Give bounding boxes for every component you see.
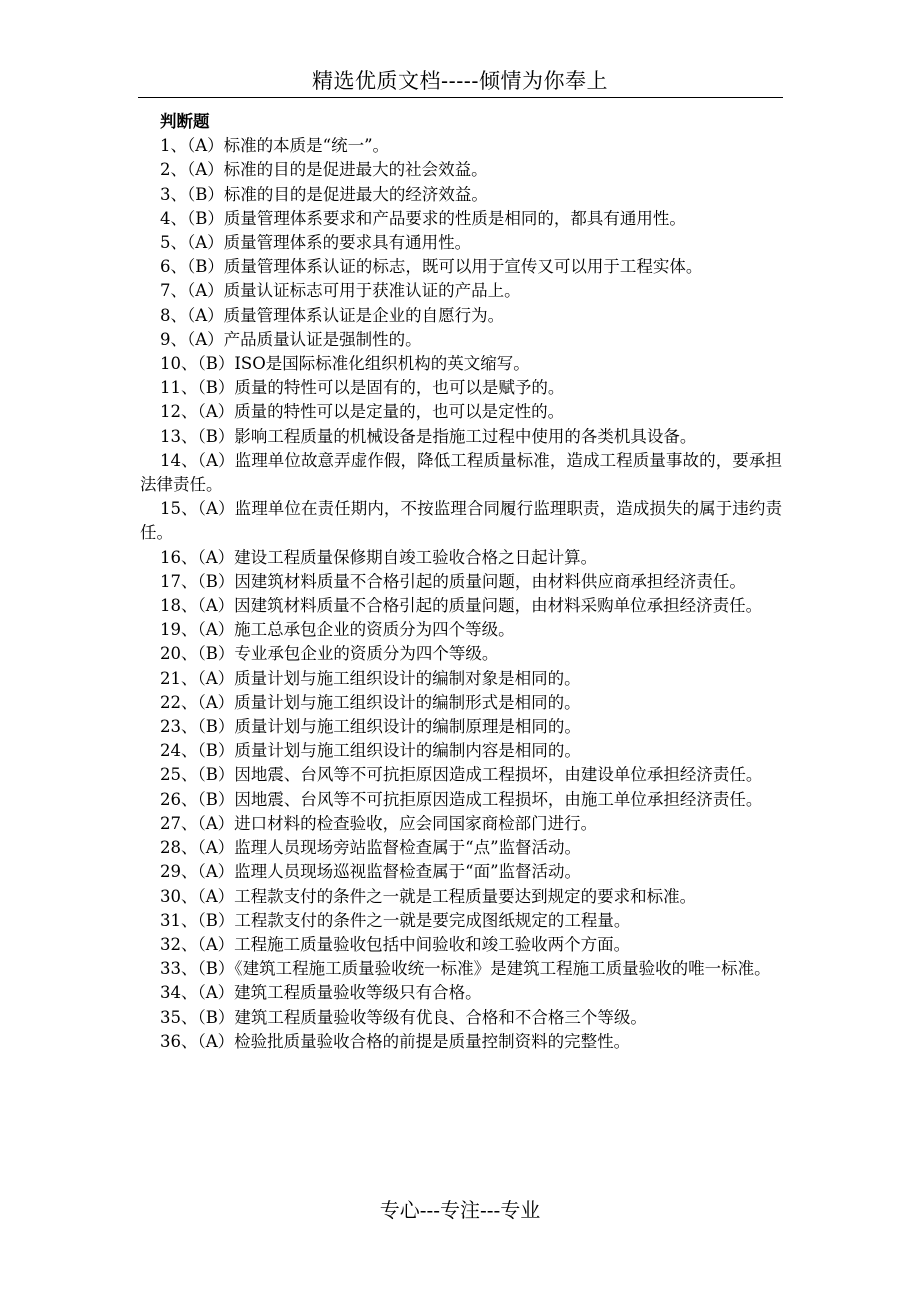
question-item: 36、（A）检验批质量验收合格的前提是质量控制资料的完整性。 [160,1031,631,1051]
question-item: 3、（B）标准的目的是促进最大的经济效益。 [160,184,488,204]
question-item: 9、（A）产品质量认证是强制性的。 [160,329,422,349]
question-item: 2、（A）标准的目的是促进最大的社会效益。 [160,160,488,180]
question-list [140,134,782,1054]
question-item: 29、（A）监理人员现场巡视监督检查属于“面”监督活动。 [160,862,582,882]
section-title: 判断题 [160,112,210,131]
question-item: 21、（A）质量计划与施工组织设计的编制对象是相同的。 [160,668,581,688]
question-item: 10、（B）ISO是国际标准化组织机构的英文缩写。 [160,354,530,374]
question-item: 19、（A）施工总承包企业的资质分为四个等级。 [160,620,515,640]
header-divider [138,97,783,98]
question-item: 30、（A）工程款支付的条件之一就是工程质量要达到规定的要求和标准。 [160,886,697,906]
question-item: 31、（B）工程款支付的条件之一就是要完成图纸规定的工程量。 [160,910,631,930]
question-item: 22、（A）质量计划与施工组织设计的编制形式是相同的。 [160,692,581,712]
question-item: 32、（A）工程施工质量验收包括中间验收和竣工验收两个方面。 [160,934,631,954]
question-item: 13、（B）影响工程质量的机械设备是指施工过程中使用的各类机具设备。 [160,426,697,446]
question-item: 12、（A）质量的特性可以是定量的，也可以是定性的。 [160,402,565,422]
question-item: 35、（B）建筑工程质量验收等级有优良、合格和不合格三个等级。 [160,1007,647,1027]
question-item: 34、（A）建筑工程质量验收等级只有合格。 [160,983,482,1003]
question-item: 4、（B）质量管理体系要求和产品要求的性质是相同的，都具有通用性。 [160,208,686,228]
question-item: 16、（A）建设工程质量保修期自竣工验收合格之日起计算。 [160,547,598,567]
question-item: 23、（B）质量计划与施工组织设计的编制原理是相同的。 [160,717,581,737]
question-item: 6、（B）质量管理体系认证的标志，既可以用于宣传又可以用于工程实体。 [160,257,703,277]
question-item: 24、（B）质量计划与施工组织设计的编制内容是相同的。 [160,741,581,761]
question-item: 18、（A）因建筑材料质量不合格引起的质量问题，由材料采购单位承担经济责任。 [160,596,763,616]
question-item: 14、（A）监理单位故意弄虚作假，降低工程质量标准，造成工程质量事故的，要承担法律责任。 [140,450,782,495]
question-item: 1、（A）标准的本质是“统一”。 [160,136,390,156]
question-item: 11、（B）质量的特性可以是固有的，也可以是赋予的。 [160,378,565,398]
question-item: 17、（B）因建筑材料质量不合格引起的质量问题，由材料供应商承担经济责任。 [160,571,746,591]
question-item: 28、（A）监理人员现场旁站监督检查属于“点”监督活动。 [160,838,582,858]
question-item: 15、（A）监理单位在责任期内，不按监理合同履行监理职责，造成损失的属于违约责任。 [140,499,782,543]
question-item: 7、（A）质量认证标志可用于获准认证的产品上。 [160,281,521,301]
document-body [140,110,782,1054]
question-item: 5、（A）质量管理体系的要求具有通用性。 [160,233,472,253]
question-item: 25、（B）因地震、台风等不可抗拒原因造成工程损坏，由建设单位承担经济责任。 [160,765,763,785]
question-item: 8、（A）质量管理体系认证是企业的自愿行为。 [160,305,505,325]
page-header-title: 精选优质文档-----倾情为你奉上 [312,69,608,93]
page-footer: 专心---专注---专业 [379,1198,541,1222]
question-item: 27、（A）进口材料的检查验收，应会同国家商检部门进行。 [160,813,598,833]
question-item: 20、（B）专业承包企业的资质分为四个等级。 [160,644,499,664]
question-item: 33、（B）《建筑工程施工质量验收统一标准》是建筑工程施工质量验收的唯一标准。 [160,959,771,979]
question-item: 26、（B）因地震、台风等不可抗拒原因造成工程损坏，由施工单位承担经济责任。 [160,789,763,809]
